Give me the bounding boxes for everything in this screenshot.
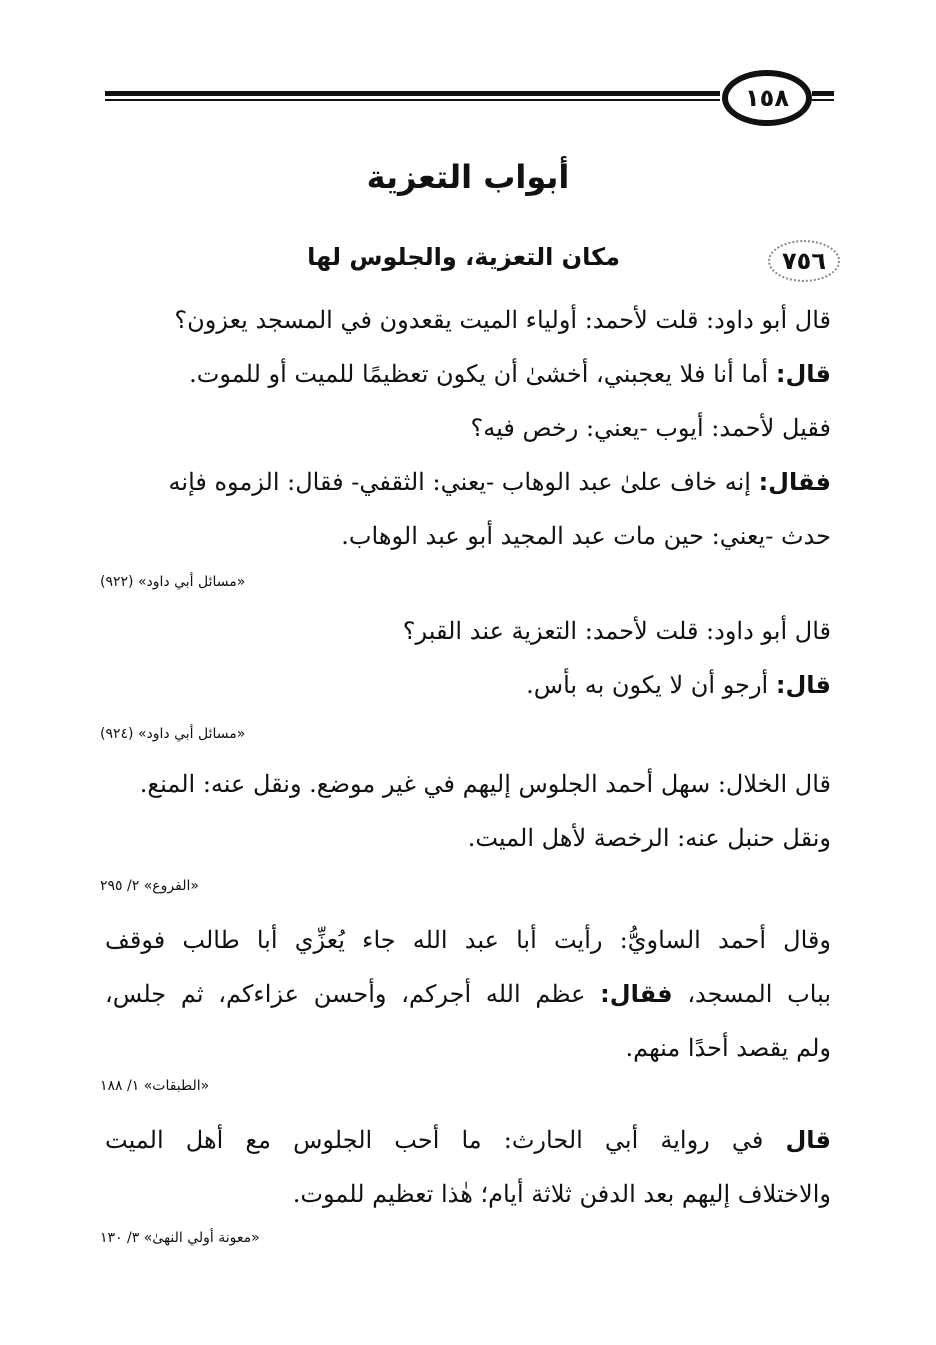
header-rule-end [812,88,834,104]
text-line [105,766,831,802]
entry-number: ٧٥٦ [782,247,826,275]
text-line [105,518,831,554]
entry-title: مكان التعزية، والجلوس لها [307,243,620,271]
text: في رواية أبي الحارث: ما أحب الجلوس مع أهل الميت [105,1126,786,1154]
entry-number-ornament [762,240,846,282]
source-citation [100,572,831,592]
text: قال أبو داود: قلت لأحمد: أولياء الميت يقعدون في المسجد يعزون؟ [174,306,831,334]
text-line [105,976,831,1012]
page-number: ١٥٨ [722,70,812,126]
speaker-label: قال: [775,360,831,388]
source-citation [100,876,831,896]
text-line [105,922,831,958]
text-line [105,1176,831,1212]
text-line [105,464,831,500]
text: ولم يقصد أحدًا منهم. [625,1034,831,1062]
text-line [105,1122,831,1158]
header-rule [105,88,720,104]
chapter-title: أبواب التعزية [366,158,570,196]
text: إنه خاف علىٰ عبد الوهاب -يعني: الثقفي- فقال: الزموه فإنه [168,468,759,496]
text-line [105,302,831,338]
citation-text: «مسائل أبي داود» (٩٢٤) [100,726,246,742]
citation-text: «الطبقات» ١/ ١٨٨ [100,1078,210,1094]
ornament-frame-icon [768,240,840,282]
source-citation [100,1228,831,1248]
text-line [105,667,831,703]
citation-text: «معونة أولي النهىٰ» ٣/ ١٣٠ [100,1230,260,1246]
text-line [105,613,831,649]
speaker-label: قال: [775,671,831,699]
text: عظم الله أجركم، وأحسن عزاءكم، ثم جلس، [105,980,601,1008]
text: أما أنا فلا يعجبني، أخشىٰ أن يكون تعظيمًا للميت أو للموت. [189,360,776,388]
citation-text: «مسائل أبي داود» (٩٢٢) [100,574,246,590]
text: ونقل حنبل عنه: الرخصة لأهل الميت. [467,824,831,852]
text: أرجو أن لا يكون به بأس. [526,671,776,699]
speaker-label: فقال: [600,980,673,1008]
text: قال الخلال: سهل أحمد الجلوس إليهم في غير موضع. ونقل عنه: المنع. [139,770,831,798]
source-citation [100,1076,831,1096]
text-line [105,410,831,446]
speaker-label: قال [785,1126,831,1154]
text: فقيل لأحمد: أيوب -يعني: رخص فيه؟ [470,414,831,442]
text: قال أبو داود: قلت لأحمد: التعزية عند القبر؟ [402,617,831,645]
source-citation [100,724,831,744]
text: والاختلاف إليهم بعد الدفن ثلاثة أيام؛ هٰذا تعظيم للموت. [292,1180,831,1208]
text-line [105,356,831,392]
text: بباب المسجد، [672,980,831,1008]
text: حدث -يعني: حين مات عبد المجيد أبو عبد الوهاب. [341,522,831,550]
speaker-label: فقال: [758,468,831,496]
text: وقال أحمد الساويُّ: رأيت أبا عبد الله جاء يُعزِّي أبا طالب فوقف [105,926,831,954]
text-line [105,820,831,856]
text-line [105,1030,831,1066]
citation-text: «الفروع» ٢/ ٢٩٥ [100,878,199,894]
